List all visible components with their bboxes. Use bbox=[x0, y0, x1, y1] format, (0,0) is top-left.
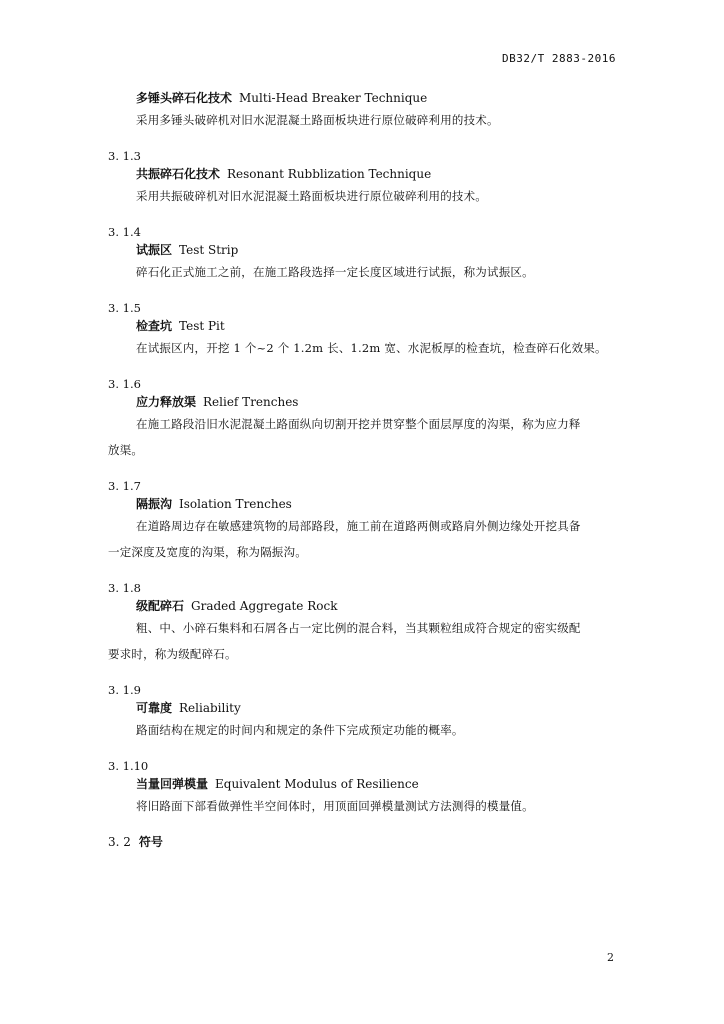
term-definition bbox=[108, 793, 616, 819]
definition-line: 路面结构在规定的时间内和规定的条件下完成预定功能的概率。 bbox=[136, 723, 464, 737]
term-title-zh: 可靠度 bbox=[136, 701, 173, 715]
term-definition bbox=[108, 615, 616, 667]
term-title-en: Isolation Trenches bbox=[179, 497, 292, 511]
term-title-zh: 共振碎石化技术 bbox=[136, 167, 221, 181]
term-title-en: Test Strip bbox=[179, 243, 239, 257]
document-code: DB32/T 2883-2016 bbox=[502, 52, 616, 65]
term-title bbox=[108, 597, 616, 615]
term-title bbox=[108, 699, 616, 717]
definition-line: 将旧路面下部看做弹性半空间体时，用顶面回弹模量测试方法测得的模量值。 bbox=[136, 799, 534, 813]
term-title-zh: 当量回弹模量 bbox=[136, 777, 209, 791]
definition-line: 要求时，称为级配碎石。 bbox=[108, 647, 237, 661]
section-number: 3. 2 bbox=[108, 835, 131, 849]
definition-line: 一定深度及宽度的沟渠，称为隔振沟。 bbox=[108, 545, 307, 559]
term-title-zh: 隔振沟 bbox=[136, 497, 173, 511]
term-title bbox=[108, 317, 616, 335]
definition-line: 粗、中、小碎石集料和石屑各占一定比例的混合料，当其颗粒组成符合规定的密实级配 bbox=[136, 621, 581, 635]
term-title-zh: 级配碎石 bbox=[136, 599, 185, 613]
term-title-en: Graded Aggregate Rock bbox=[191, 599, 338, 613]
definition-line: 在道路周边存在敏感建筑物的局部路段，施工前在道路两侧或路肩外侧边缘处开挖具备 bbox=[136, 519, 581, 533]
term-title-en: Resonant Rubblization Technique bbox=[227, 167, 432, 181]
term-definition bbox=[108, 107, 616, 133]
document-body bbox=[108, 89, 616, 851]
clause-number: 3. 1.10 bbox=[108, 759, 149, 773]
term-title-en: Reliability bbox=[179, 701, 241, 715]
term-title-zh: 多锤头碎石化技术 bbox=[136, 91, 233, 105]
term-definition bbox=[108, 183, 616, 209]
clause-number: 3. 1.6 bbox=[108, 377, 141, 391]
clause-number: 3. 1.8 bbox=[108, 581, 141, 595]
term-title-zh: 试振区 bbox=[136, 243, 173, 257]
clause-number: 3. 1.5 bbox=[108, 301, 141, 315]
term-title-zh: 检查坑 bbox=[136, 319, 173, 333]
clause-number: 3. 1.4 bbox=[108, 225, 141, 239]
term-definition bbox=[108, 513, 616, 565]
clause-number: 3. 1.3 bbox=[108, 149, 141, 163]
term-title bbox=[108, 393, 616, 411]
term-title bbox=[108, 495, 616, 513]
term-title-en: Multi-Head Breaker Technique bbox=[239, 91, 428, 105]
term-definition bbox=[108, 717, 616, 743]
term-title bbox=[108, 89, 616, 107]
page-number: 2 bbox=[607, 951, 614, 964]
term-definition bbox=[108, 259, 616, 285]
term-title-en: Test Pit bbox=[179, 319, 225, 333]
definition-line: 放渠。 bbox=[108, 443, 144, 457]
term-title bbox=[108, 241, 616, 259]
term-title-zh: 应力释放渠 bbox=[136, 395, 197, 409]
section-heading bbox=[108, 833, 616, 851]
term-title bbox=[108, 165, 616, 183]
clause-number: 3. 1.7 bbox=[108, 479, 141, 493]
term-definition bbox=[108, 335, 616, 361]
term-title-en: Relief Trenches bbox=[203, 395, 299, 409]
clause-number: 3. 1.9 bbox=[108, 683, 141, 697]
definition-line: 在试振区内，开挖 1 个~2 个 1.2m 长、1.2m 宽、水泥板厚的检查坑，检查碎石化效果。 bbox=[136, 341, 607, 355]
term-title bbox=[108, 775, 616, 793]
definition-line: 采用多锤头破碎机对旧水泥混凝土路面板块进行原位破碎利用的技术。 bbox=[136, 113, 499, 127]
definition-line: 碎石化正式施工之前，在施工路段选择一定长度区域进行试振，称为试振区。 bbox=[136, 265, 534, 279]
term-title-en: Equivalent Modulus of Resilience bbox=[215, 777, 419, 791]
section-title: 符号 bbox=[138, 835, 163, 849]
definition-line: 采用共振破碎机对旧水泥混凝土路面板块进行原位破碎利用的技术。 bbox=[136, 189, 487, 203]
term-definition bbox=[108, 411, 616, 463]
definition-line: 在施工路段沿旧水泥混凝土路面纵向切割开挖并贯穿整个面层厚度的沟渠，称为应力释 bbox=[136, 417, 581, 431]
